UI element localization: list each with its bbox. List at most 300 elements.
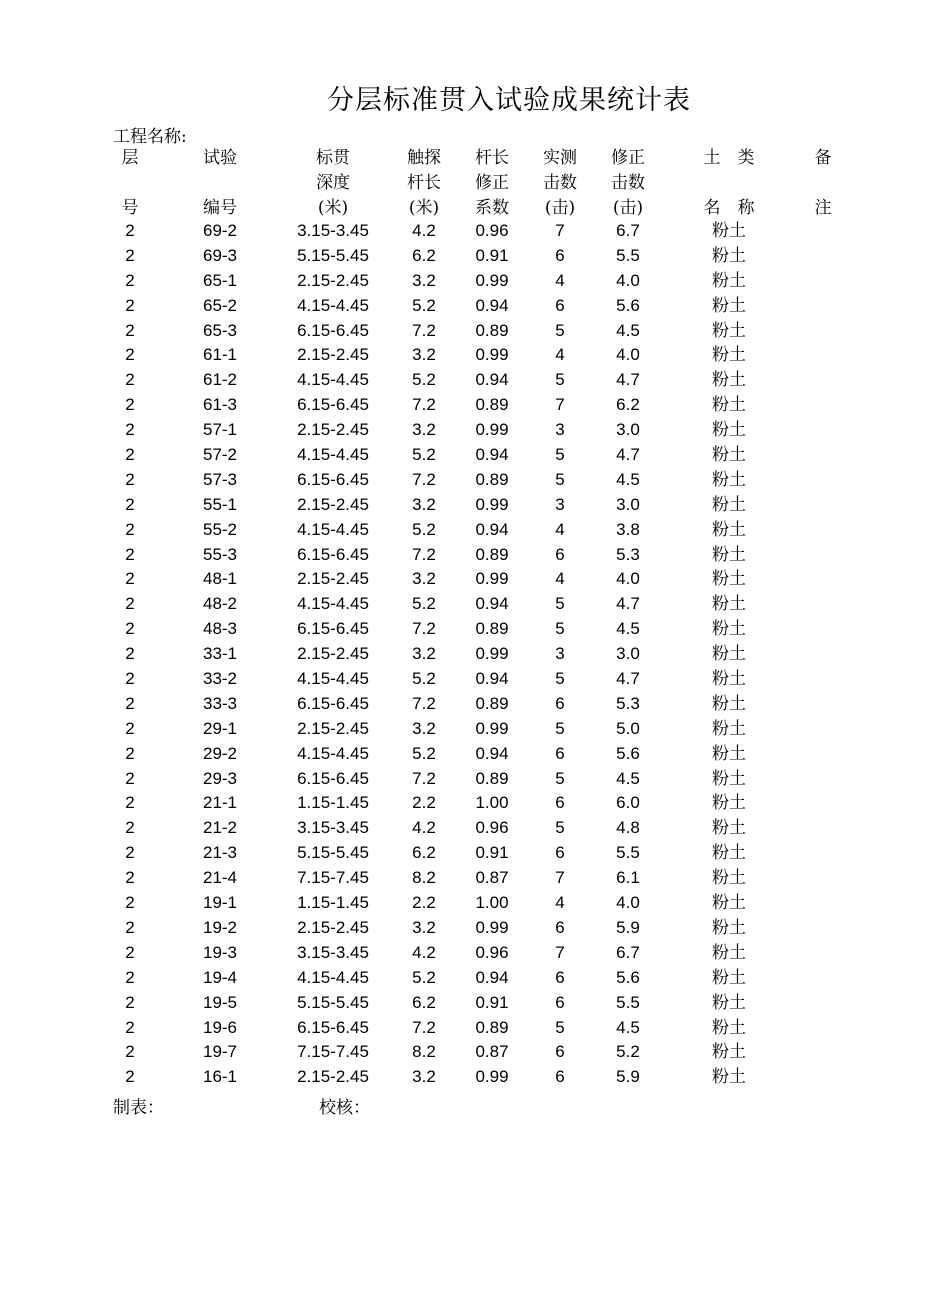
table-row — [0, 692, 950, 717]
header-probe-length-line1: 触探 — [407, 148, 441, 168]
row-corrected-blows-cell: 4.5 — [616, 1017, 640, 1037]
row-soil-type-cell: 粉土 — [712, 992, 746, 1013]
row-measured-blows-cell: 6 — [555, 245, 565, 265]
row-soil-type-cell: 粉土 — [712, 1042, 746, 1063]
row-correction-coef-cell: 0.99 — [475, 917, 509, 937]
row-soil-type-cell: 粉土 — [712, 868, 746, 889]
row-layer-cell: 2 — [125, 569, 135, 589]
row-layer-cell: 2 — [125, 793, 135, 813]
row-probe-length-cell: 6.2 — [412, 992, 436, 1012]
row-measured-blows-cell: 7 — [555, 868, 565, 888]
header-layer — [100, 146, 160, 221]
table-row — [0, 319, 950, 344]
row-depth-cell: 4.15-4.45 — [297, 967, 369, 987]
row-probe-length-cell: 5.2 — [412, 594, 436, 614]
table-row — [0, 916, 950, 941]
row-correction-coef-cell: 0.89 — [475, 320, 509, 340]
row-test-no-cell: 16-1 — [202, 1067, 238, 1087]
row-test-no-cell: 21-3 — [202, 843, 238, 863]
row-depth-cell: 6.15-6.45 — [297, 469, 369, 489]
row-measured-blows-cell: 3 — [555, 494, 565, 514]
row-probe-length-cell: 5.2 — [412, 519, 436, 539]
table-row — [0, 493, 950, 518]
row-corrected-blows-cell: 5.5 — [616, 843, 640, 863]
header-remark-line3: 注 — [814, 198, 832, 218]
row-measured-blows-cell: 4 — [555, 893, 565, 913]
row-soil-type-cell: 粉土 — [712, 420, 746, 441]
row-layer-cell: 2 — [125, 718, 135, 738]
row-depth-cell: 2.15-2.45 — [297, 917, 369, 937]
table-row — [0, 841, 950, 866]
row-depth-cell: 3.15-3.45 — [297, 942, 369, 962]
row-correction-coef-cell: 0.99 — [475, 718, 509, 738]
row-corrected-blows-cell: 4.0 — [616, 345, 640, 365]
row-measured-blows-cell: 5 — [555, 1017, 565, 1037]
row-probe-length-cell: 3.2 — [412, 270, 436, 290]
row-layer-cell: 2 — [125, 669, 135, 689]
row-test-no-cell: 29-2 — [202, 743, 238, 763]
header-test-no-line1: 试验 — [203, 148, 237, 168]
row-test-no-cell: 19-3 — [202, 942, 238, 962]
row-soil-type-cell: 粉土 — [712, 320, 746, 341]
row-test-no-cell: 48-3 — [202, 619, 238, 639]
row-probe-length-cell: 7.2 — [412, 619, 436, 639]
data-rows — [0, 219, 950, 1090]
row-soil-type-cell: 粉土 — [712, 843, 746, 864]
row-probe-length-cell: 7.2 — [412, 395, 436, 415]
row-corrected-blows-cell: 4.0 — [616, 893, 640, 913]
row-test-no-cell: 57-2 — [202, 445, 238, 465]
row-depth-cell: 7.15-7.45 — [297, 1042, 369, 1062]
row-corrected-blows-cell: 5.9 — [616, 1067, 640, 1087]
row-corrected-blows-cell: 6.7 — [616, 221, 640, 240]
row-probe-length-cell: 5.2 — [412, 370, 436, 390]
header-remark — [798, 146, 848, 221]
row-test-no-cell: 55-2 — [202, 519, 238, 539]
row-depth-cell: 2.15-2.45 — [297, 494, 369, 514]
row-corrected-blows-cell: 4.7 — [616, 445, 640, 465]
row-probe-length-cell: 7.2 — [412, 320, 436, 340]
row-test-no-cell: 65-2 — [202, 295, 238, 315]
row-probe-length-cell: 3.2 — [412, 345, 436, 365]
row-layer-cell: 2 — [125, 445, 135, 465]
row-measured-blows-cell: 4 — [555, 270, 565, 290]
page-title: 分层标准贯入试验成果统计表 — [327, 85, 691, 116]
header-layer-line1: 层 — [121, 148, 139, 168]
row-layer-cell: 2 — [125, 420, 135, 440]
row-measured-blows-cell: 6 — [555, 793, 565, 813]
row-measured-blows-cell: 6 — [555, 1042, 565, 1062]
row-test-no-cell: 33-3 — [202, 693, 238, 713]
row-layer-cell: 2 — [125, 320, 135, 340]
row-probe-length-cell: 5.2 — [412, 743, 436, 763]
row-measured-blows-cell: 6 — [555, 967, 565, 987]
row-layer-cell: 2 — [125, 917, 135, 937]
row-measured-blows-cell: 6 — [555, 693, 565, 713]
row-layer-cell: 2 — [125, 594, 135, 614]
row-correction-coef-cell: 0.89 — [475, 544, 509, 564]
table-row — [0, 791, 950, 816]
row-test-no-cell: 19-5 — [202, 992, 238, 1012]
row-soil-type-cell: 粉土 — [712, 743, 746, 764]
row-corrected-blows-cell: 4.7 — [616, 370, 640, 390]
table-row — [0, 966, 950, 991]
row-depth-cell: 7.15-7.45 — [297, 868, 369, 888]
row-soil-type-cell: 粉土 — [712, 718, 746, 739]
row-layer-cell: 2 — [125, 992, 135, 1012]
checked-by-label: 校核： — [319, 1098, 370, 1118]
row-depth-cell: 2.15-2.45 — [297, 718, 369, 738]
row-layer-cell: 2 — [125, 868, 135, 888]
row-measured-blows-cell: 5 — [555, 818, 565, 838]
header-measured-blows-line3: (击) — [544, 198, 576, 218]
row-test-no-cell: 65-1 — [202, 270, 238, 290]
row-correction-coef-cell: 0.99 — [475, 569, 509, 589]
table-row — [0, 991, 950, 1016]
row-measured-blows-cell: 6 — [555, 917, 565, 937]
row-corrected-blows-cell: 5.2 — [616, 1042, 640, 1062]
row-corrected-blows-cell: 6.1 — [616, 868, 640, 888]
header-corrected-blows — [598, 146, 658, 221]
header-test-no-line2 — [190, 171, 250, 196]
row-corrected-blows-cell: 5.9 — [616, 917, 640, 937]
row-soil-type-cell: 粉土 — [712, 818, 746, 839]
table-row — [0, 1040, 950, 1065]
row-soil-type-cell: 粉土 — [712, 519, 746, 540]
row-corrected-blows-cell: 4.8 — [616, 818, 640, 838]
row-probe-length-cell: 5.2 — [412, 445, 436, 465]
table-row — [0, 294, 950, 319]
row-test-no-cell: 29-3 — [202, 768, 238, 788]
table-row — [0, 816, 950, 841]
row-layer-cell: 2 — [125, 893, 135, 913]
row-correction-coef-cell: 0.87 — [475, 1042, 509, 1062]
row-corrected-blows-cell: 5.6 — [616, 743, 640, 763]
row-test-no-cell: 33-2 — [202, 669, 238, 689]
row-depth-cell: 3.15-3.45 — [297, 221, 369, 240]
row-layer-cell: 2 — [125, 942, 135, 962]
row-corrected-blows-cell: 3.0 — [616, 644, 640, 664]
row-corrected-blows-cell: 4.5 — [616, 469, 640, 489]
row-test-no-cell: 61-3 — [202, 395, 238, 415]
row-measured-blows-cell: 3 — [555, 420, 565, 440]
row-depth-cell: 4.15-4.45 — [297, 370, 369, 390]
row-depth-cell: 1.15-1.45 — [297, 893, 369, 913]
row-layer-cell: 2 — [125, 967, 135, 987]
row-layer-cell: 2 — [125, 1017, 135, 1037]
row-depth-cell: 4.15-4.45 — [297, 445, 369, 465]
row-measured-blows-cell: 5 — [555, 619, 565, 639]
row-soil-type-cell: 粉土 — [712, 693, 746, 714]
table-row — [0, 418, 950, 443]
header-remark-line1: 备 — [814, 148, 832, 168]
row-measured-blows-cell: 7 — [555, 942, 565, 962]
row-measured-blows-cell: 6 — [555, 743, 565, 763]
row-correction-coef-cell: 0.94 — [475, 594, 509, 614]
row-probe-length-cell: 4.2 — [412, 818, 436, 838]
row-depth-cell: 2.15-2.45 — [297, 569, 369, 589]
row-soil-type-cell: 粉土 — [712, 469, 746, 490]
row-probe-length-cell: 4.2 — [412, 942, 436, 962]
row-layer-cell: 2 — [125, 469, 135, 489]
row-layer-cell: 2 — [125, 843, 135, 863]
row-soil-type-cell: 粉土 — [712, 644, 746, 665]
header-measured-blows-line2: 击数 — [543, 173, 577, 193]
table-row — [0, 891, 950, 916]
row-soil-type-cell: 粉土 — [712, 768, 746, 789]
row-test-no-cell: 55-1 — [202, 494, 238, 514]
row-soil-type-cell: 粉土 — [712, 619, 746, 640]
row-corrected-blows-cell: 6.7 — [616, 942, 640, 962]
row-depth-cell: 6.15-6.45 — [297, 1017, 369, 1037]
row-probe-length-cell: 3.2 — [412, 420, 436, 440]
row-depth-cell: 6.15-6.45 — [297, 693, 369, 713]
row-depth-cell: 6.15-6.45 — [297, 544, 369, 564]
row-test-no-cell: 19-2 — [202, 917, 238, 937]
row-depth-cell: 2.15-2.45 — [297, 345, 369, 365]
row-corrected-blows-cell: 5.5 — [616, 992, 640, 1012]
row-correction-coef-cell: 0.89 — [475, 619, 509, 639]
row-layer-cell: 2 — [125, 370, 135, 390]
row-depth-cell: 3.15-3.45 — [297, 818, 369, 838]
row-layer-cell: 2 — [125, 768, 135, 788]
header-probe-length-line2: 杆长 — [407, 173, 441, 193]
row-measured-blows-cell: 4 — [555, 569, 565, 589]
row-layer-cell: 2 — [125, 245, 135, 265]
row-probe-length-cell: 3.2 — [412, 569, 436, 589]
row-correction-coef-cell: 0.96 — [475, 221, 509, 240]
row-soil-type-cell: 粉土 — [712, 445, 746, 466]
row-soil-type-cell: 粉土 — [712, 669, 746, 690]
row-test-no-cell: 19-7 — [202, 1042, 238, 1062]
header-soil-type-line1: 土 类 — [703, 148, 755, 168]
header-correction-coef-line1: 杆长 — [475, 148, 509, 168]
header-corrected-blows-line2: 击数 — [611, 173, 645, 193]
table-row — [0, 592, 950, 617]
table-row — [0, 543, 950, 568]
row-depth-cell: 5.15-5.45 — [297, 992, 369, 1012]
row-probe-length-cell: 5.2 — [412, 295, 436, 315]
row-layer-cell: 2 — [125, 743, 135, 763]
row-depth-cell: 6.15-6.45 — [297, 395, 369, 415]
row-correction-coef-cell: 0.87 — [475, 868, 509, 888]
row-soil-type-cell: 粉土 — [712, 569, 746, 590]
row-soil-type-cell: 粉土 — [712, 295, 746, 316]
table-row — [0, 667, 950, 692]
row-corrected-blows-cell: 4.7 — [616, 594, 640, 614]
row-probe-length-cell: 6.2 — [412, 245, 436, 265]
row-correction-coef-cell: 0.94 — [475, 519, 509, 539]
row-depth-cell: 2.15-2.45 — [297, 270, 369, 290]
row-test-no-cell: 21-2 — [202, 818, 238, 838]
row-probe-length-cell: 3.2 — [412, 718, 436, 738]
header-corrected-blows-line1: 修正 — [611, 148, 645, 168]
row-probe-length-cell: 7.2 — [412, 768, 436, 788]
row-probe-length-cell: 8.2 — [412, 868, 436, 888]
table-row — [0, 343, 950, 368]
row-correction-coef-cell: 0.94 — [475, 669, 509, 689]
row-test-no-cell: 21-4 — [202, 868, 238, 888]
row-depth-cell: 2.15-2.45 — [297, 1067, 369, 1087]
row-correction-coef-cell: 0.91 — [475, 992, 509, 1012]
row-correction-coef-cell: 0.89 — [475, 1017, 509, 1037]
row-corrected-blows-cell: 4.0 — [616, 569, 640, 589]
row-test-no-cell: 57-1 — [202, 420, 238, 440]
row-measured-blows-cell: 3 — [555, 644, 565, 664]
header-probe-length — [394, 146, 454, 221]
row-corrected-blows-cell: 5.5 — [616, 245, 640, 265]
header-depth — [283, 146, 383, 221]
row-correction-coef-cell: 0.94 — [475, 445, 509, 465]
row-soil-type-cell: 粉土 — [712, 917, 746, 938]
row-corrected-blows-cell: 6.2 — [616, 395, 640, 415]
header-correction-coef-line3: 系数 — [475, 198, 509, 218]
table-row — [0, 368, 950, 393]
row-test-no-cell: 57-3 — [202, 469, 238, 489]
row-test-no-cell: 19-6 — [202, 1017, 238, 1037]
row-correction-coef-cell: 0.94 — [475, 370, 509, 390]
header-remark-line2 — [798, 171, 848, 196]
header-soil-type-line3: 名 称 — [703, 198, 755, 218]
row-depth-cell: 2.15-2.45 — [297, 420, 369, 440]
row-correction-coef-cell: 0.91 — [475, 843, 509, 863]
table-row — [0, 1016, 950, 1041]
row-test-no-cell: 69-2 — [202, 221, 238, 240]
row-soil-type-cell: 粉土 — [712, 1067, 746, 1088]
row-depth-cell: 2.15-2.45 — [297, 644, 369, 664]
row-soil-type-cell: 粉土 — [712, 245, 746, 266]
row-depth-cell: 5.15-5.45 — [297, 843, 369, 863]
table-row — [0, 393, 950, 418]
header-layer-line2 — [100, 171, 160, 196]
table-row — [0, 443, 950, 468]
row-measured-blows-cell: 6 — [555, 843, 565, 863]
row-corrected-blows-cell: 3.0 — [616, 420, 640, 440]
row-probe-length-cell: 7.2 — [412, 544, 436, 564]
row-measured-blows-cell: 5 — [555, 370, 565, 390]
row-correction-coef-cell: 0.89 — [475, 469, 509, 489]
row-layer-cell: 2 — [125, 395, 135, 415]
row-test-no-cell: 29-1 — [202, 718, 238, 738]
header-depth-line1: 标贯 — [316, 148, 350, 168]
row-probe-length-cell: 5.2 — [412, 669, 436, 689]
row-depth-cell: 6.15-6.45 — [297, 320, 369, 340]
row-soil-type-cell: 粉土 — [712, 793, 746, 814]
row-corrected-blows-cell: 4.0 — [616, 270, 640, 290]
row-corrected-blows-cell: 5.0 — [616, 718, 640, 738]
row-soil-type-cell: 粉土 — [712, 942, 746, 963]
row-depth-cell: 5.15-5.45 — [297, 245, 369, 265]
table-row — [0, 1065, 950, 1090]
row-correction-coef-cell: 0.94 — [475, 967, 509, 987]
row-measured-blows-cell: 6 — [555, 1067, 565, 1087]
row-measured-blows-cell: 6 — [555, 992, 565, 1012]
table-row — [0, 518, 950, 543]
row-correction-coef-cell: 0.94 — [475, 295, 509, 315]
table-row — [0, 269, 950, 294]
row-test-no-cell: 65-3 — [202, 320, 238, 340]
header-probe-length-line3: (米) — [408, 198, 440, 218]
row-correction-coef-cell: 0.99 — [475, 1067, 509, 1087]
row-layer-cell: 2 — [125, 270, 135, 290]
header-depth-line2: 深度 — [316, 173, 350, 193]
row-corrected-blows-cell: 5.6 — [616, 295, 640, 315]
row-soil-type-cell: 粉土 — [712, 270, 746, 291]
table-row — [0, 617, 950, 642]
row-measured-blows-cell: 4 — [555, 519, 565, 539]
row-measured-blows-cell: 7 — [555, 221, 565, 240]
row-layer-cell: 2 — [125, 818, 135, 838]
row-corrected-blows-cell: 6.0 — [616, 793, 640, 813]
table-row — [0, 244, 950, 269]
row-layer-cell: 2 — [125, 345, 135, 365]
table-row — [0, 219, 950, 244]
row-test-no-cell: 48-1 — [202, 569, 238, 589]
row-layer-cell: 2 — [125, 693, 135, 713]
row-correction-coef-cell: 0.89 — [475, 395, 509, 415]
row-depth-cell: 4.15-4.45 — [297, 669, 369, 689]
project-name-label: 工程名称: — [113, 127, 187, 147]
row-soil-type-cell: 粉土 — [712, 370, 746, 391]
row-measured-blows-cell: 5 — [555, 768, 565, 788]
row-corrected-blows-cell: 5.3 — [616, 693, 640, 713]
row-soil-type-cell: 粉土 — [712, 345, 746, 366]
row-probe-length-cell: 6.2 — [412, 843, 436, 863]
row-correction-coef-cell: 1.00 — [475, 793, 509, 813]
row-probe-length-cell: 5.2 — [412, 967, 436, 987]
row-measured-blows-cell: 5 — [555, 718, 565, 738]
row-soil-type-cell: 粉土 — [712, 893, 746, 914]
header-correction-coef-line2: 修正 — [475, 173, 509, 193]
row-soil-type-cell: 粉土 — [712, 395, 746, 416]
row-correction-coef-cell: 1.00 — [475, 893, 509, 913]
row-layer-cell: 2 — [125, 644, 135, 664]
row-corrected-blows-cell: 3.8 — [616, 519, 640, 539]
row-measured-blows-cell: 5 — [555, 594, 565, 614]
header-soil-type — [689, 146, 769, 221]
row-correction-coef-cell: 0.96 — [475, 818, 509, 838]
row-probe-length-cell: 7.2 — [412, 469, 436, 489]
made-by-label: 制表： — [113, 1098, 164, 1118]
row-probe-length-cell: 4.2 — [412, 221, 436, 240]
row-depth-cell: 4.15-4.45 — [297, 743, 369, 763]
row-probe-length-cell: 3.2 — [412, 644, 436, 664]
row-layer-cell: 2 — [125, 519, 135, 539]
table-row — [0, 567, 950, 592]
row-correction-coef-cell: 0.99 — [475, 494, 509, 514]
row-measured-blows-cell: 7 — [555, 395, 565, 415]
row-measured-blows-cell: 5 — [555, 445, 565, 465]
row-correction-coef-cell: 0.99 — [475, 345, 509, 365]
row-depth-cell: 1.15-1.45 — [297, 793, 369, 813]
row-test-no-cell: 69-3 — [202, 245, 238, 265]
table-row — [0, 642, 950, 667]
row-test-no-cell: 21-1 — [202, 793, 238, 813]
row-depth-cell: 4.15-4.45 — [297, 519, 369, 539]
table-row — [0, 866, 950, 891]
row-layer-cell: 2 — [125, 619, 135, 639]
table-row — [0, 941, 950, 966]
header-correction-coef — [462, 146, 522, 221]
row-measured-blows-cell: 5 — [555, 320, 565, 340]
row-corrected-blows-cell: 4.5 — [616, 619, 640, 639]
header-measured-blows — [530, 146, 590, 221]
row-soil-type-cell: 粉土 — [712, 1017, 746, 1038]
row-soil-type-cell: 粉土 — [712, 967, 746, 988]
row-depth-cell: 4.15-4.45 — [297, 295, 369, 315]
row-probe-length-cell: 2.2 — [412, 893, 436, 913]
row-test-no-cell: 61-2 — [202, 370, 238, 390]
